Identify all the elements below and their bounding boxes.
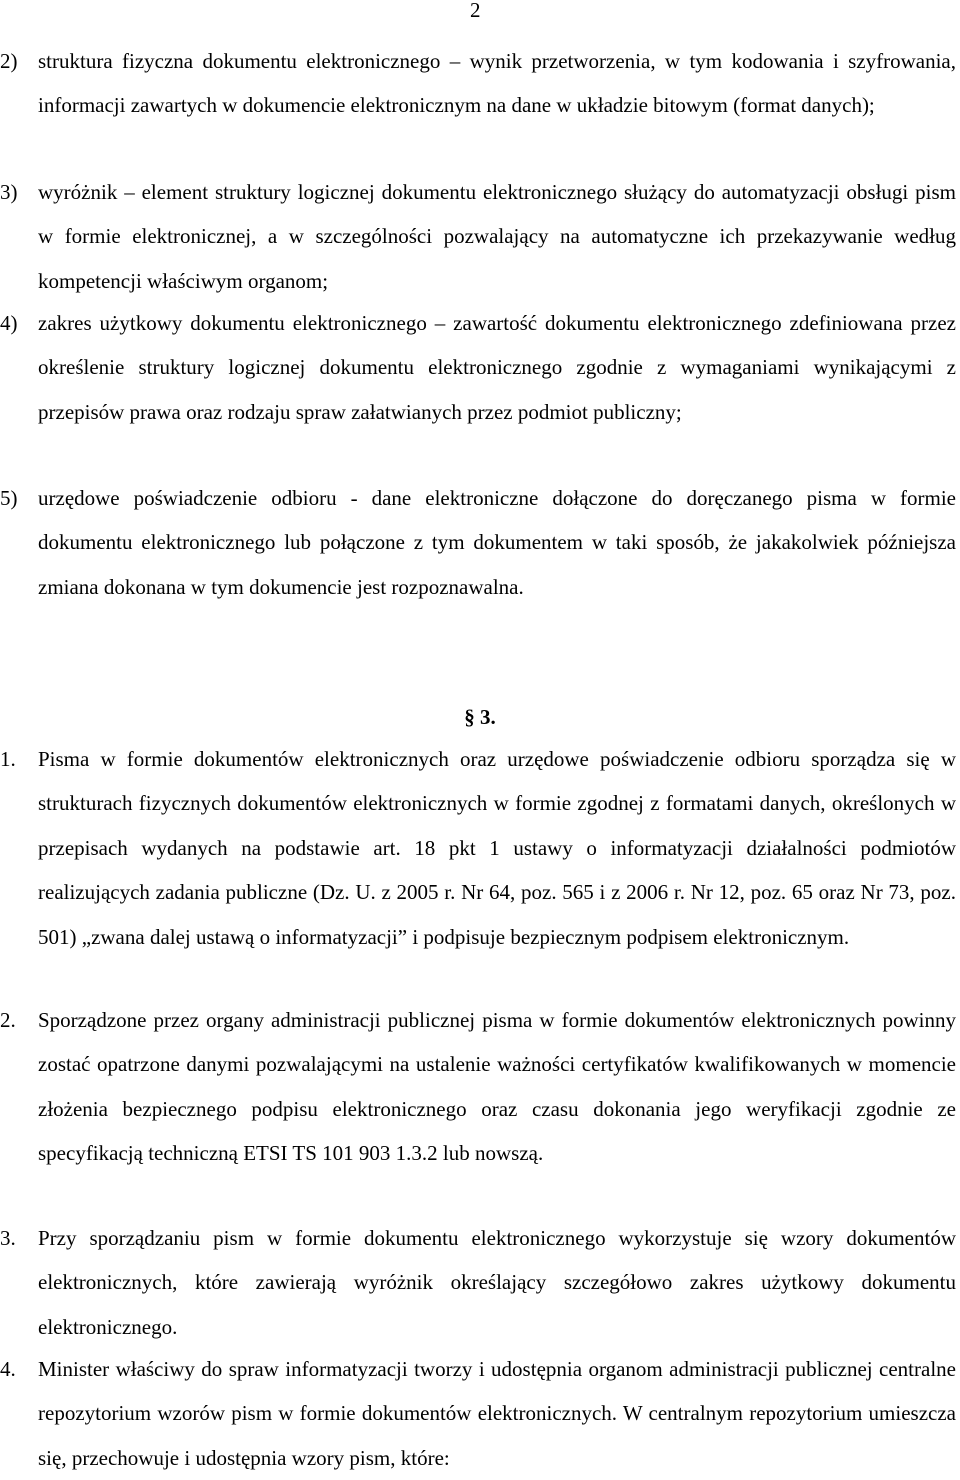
- paragraph-item: [0, 1216, 960, 1350]
- definition-item: [0, 39, 960, 173]
- definition-text: zakres użytkowy dokumentu elektronicznego – zawartość dokumentu elektronicznego zdefiniowana przez określenie struktury logicznej dokumentu elektronicznego zgodnie z wymaganiami wynikającymi z przepisów prawa oraz rodzaju spraw załatwianych przez podmiot publiczny;: [38, 311, 956, 424]
- paragraph-item: [0, 1347, 960, 1470]
- paragraph-number: 1.: [0, 747, 16, 771]
- definition-item: [0, 170, 960, 304]
- definition-item: [0, 301, 960, 479]
- paragraph-text: Przy sporządzaniu pism w formie dokumentu elektronicznego wykorzystuje się wzory dokumentów elektronicznych, które zawierają wyróżnik określający szczegółowo zakres użytkowy dokumentu elektronicznego.: [38, 1226, 956, 1339]
- page-number: 2: [470, 0, 481, 22]
- definition-text: struktura fizyczna dokumentu elektronicznego – wynik przetworzenia, w tym kodowania i szyfrowania, informacji zawartych w dokumencie elektronicznym na dane w układzie bitowym (format danych);: [38, 49, 956, 118]
- definition-number: 4): [0, 311, 18, 335]
- section-heading-text: § 3.: [464, 705, 496, 729]
- paragraph-number: 3.: [0, 1226, 16, 1250]
- definition-text: urzędowe poświadczenie odbioru - dane elektroniczne dołączone do doręczanego pisma w formie dokumentu elektronicznego lub połączone z tym dokumentem w taki sposób, że jakakolwiek późniejsza zmiana dokonana w tym dokumencie jest rozpoznawalna.: [38, 486, 956, 599]
- paragraph-number: 2.: [0, 1008, 16, 1032]
- paragraph-text: Sporządzone przez organy administracji publicznej pisma w formie dokumentów elektronicznych powinny zostać opatrzone danymi pozwalającymi na ustalenie ważności certyfikatów kwalifikowanych w momencie złożenia bezpiecznego podpisu elektronicznego oraz czasu dokonania jego weryfikacji zgodnie ze specyfikacją techniczną ETSI TS 101 903 1.3.2 lub nowszą.: [38, 1008, 956, 1166]
- definition-number: 2): [0, 49, 18, 73]
- paragraph-item: [0, 737, 960, 1005]
- paragraph-item: [0, 998, 960, 1220]
- definition-number: 3): [0, 180, 18, 204]
- paragraph-number: 4.: [0, 1357, 16, 1381]
- paragraph-text: Pisma w formie dokumentów elektronicznych oraz urzędowe poświadczenie odbioru sporządza się w strukturach fizycznych dokumentów elektronicznych w formie zgodnej z formatami danych, określonych w przepisach wydanych na podstawie art. 18 pkt 1 ustawy o informatyzacji działalności podmiotów realizujących zadania publiczne (Dz. U. z 2005 r. Nr 64, poz. 565 i z 2006 r. Nr 12, poz. 65 oraz Nr 73, poz. 501) „zwana dalej ustawą o informatyzacji” i podpisuje bezpiecznym podpisem elektronicznym.: [38, 747, 956, 949]
- section-heading: [0, 697, 960, 737]
- definition-text: wyróżnik – element struktury logicznej dokumentu elektronicznego służący do automatyzacji obsługi pism w formie elektronicznej, a w szczególności pozwalający na automatyczne ich przekazywanie według kompetencji właściwym organom;: [38, 180, 956, 293]
- definition-number: 5): [0, 486, 18, 510]
- definition-item: [0, 476, 960, 610]
- paragraph-text: Minister właściwy do spraw informatyzacji tworzy i udostępnia organom administracji publicznej centralne repozytorium wzorów pism w formie dokumentów elektronicznych. W centralnym repozytorium umieszcza się, przechowuje i udostępnia wzory pism, które:: [38, 1357, 956, 1470]
